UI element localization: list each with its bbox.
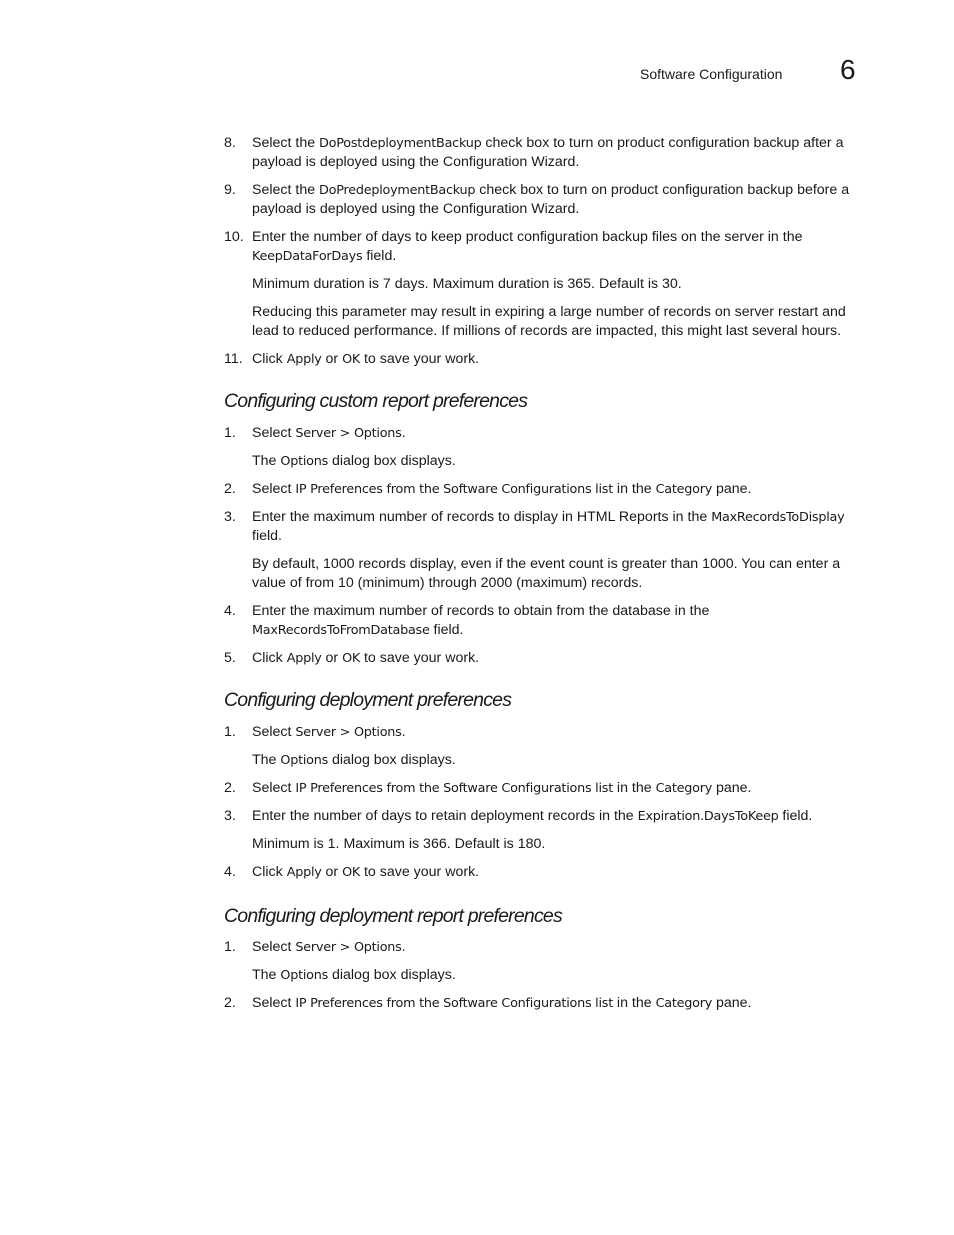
step-text: Click	[252, 864, 287, 880]
header-title: Software Configuration	[640, 66, 783, 82]
step-text: field.	[778, 808, 813, 824]
step-text: field.	[429, 622, 464, 638]
step-number: 2.	[224, 481, 236, 497]
ui-term: OK	[342, 352, 361, 367]
step-text: .	[401, 939, 406, 955]
step-4	[224, 602, 874, 640]
step-text: check box to turn on product configuration backup after a payload is deployed using the Configuration Wizard.	[252, 135, 844, 170]
note-paragraph: By default, 1000 records display, even if the event count is greater than 1000. You can enter a value of from 10 (minimum) through 2000 (maximum) records.	[252, 556, 841, 591]
ui-term: Server > Options	[295, 940, 402, 955]
ui-term: KeepDataForDays	[252, 249, 363, 264]
step-number: 4.	[224, 864, 236, 880]
ui-term: MaxRecordsToFromDatabase	[252, 623, 430, 638]
step-text: check box to turn on product configuration backup before a payload is deployed using the Configuration Wizard.	[252, 182, 850, 217]
step-2	[224, 779, 874, 798]
ui-term: OK	[342, 865, 361, 880]
step-number: 8.	[224, 135, 236, 151]
step-number: 2.	[224, 995, 236, 1011]
step-2	[224, 480, 874, 499]
ui-term: Options	[280, 968, 329, 983]
step-11	[224, 350, 874, 369]
ui-term: DoPredeploymentBackup	[319, 183, 476, 198]
ui-term: IP Preferences from the Software Configurations list	[295, 482, 613, 497]
ui-term: Expiration.DaysToKeep	[637, 809, 779, 824]
step-text: Select the	[252, 135, 320, 151]
ui-term: Category	[655, 781, 713, 796]
step-text: Select	[252, 481, 296, 497]
step-number: 11.	[224, 351, 243, 367]
step-text: dialog box displays.	[328, 967, 456, 983]
ui-term: Apply	[286, 651, 322, 666]
step-text: Enter the maximum number of records to obtain from the database in the	[252, 603, 710, 619]
step-number: 4.	[224, 603, 236, 619]
step-3	[224, 508, 874, 546]
step-number: 3.	[224, 808, 236, 824]
step-text: to save your work.	[360, 351, 480, 367]
step-text: Select	[252, 724, 296, 740]
ui-term: Apply	[286, 865, 322, 880]
step-text: The	[252, 752, 281, 768]
step-text: Select the	[252, 182, 320, 198]
step-1	[224, 424, 874, 443]
section-heading: Configuring custom report preferences	[224, 390, 528, 412]
ui-term: Options	[280, 753, 329, 768]
step-text: or	[321, 650, 343, 666]
step-text: or	[321, 864, 343, 880]
step-number: 1.	[224, 425, 236, 441]
step-text: field.	[362, 248, 397, 264]
step-text: Select	[252, 939, 296, 955]
step-text: field.	[252, 528, 282, 544]
step-number: 1.	[224, 724, 236, 740]
ui-term: Options	[280, 454, 329, 469]
step-text: or	[321, 351, 343, 367]
step-number: 2.	[224, 780, 236, 796]
step-text: to save your work.	[360, 864, 480, 880]
ui-term: IP Preferences from the Software Configurations list	[295, 781, 613, 796]
step-3	[224, 807, 874, 826]
page-content	[224, 134, 874, 1022]
step-number: 3.	[224, 509, 236, 525]
step-text: The	[252, 453, 281, 469]
note-paragraph	[224, 751, 874, 770]
note-paragraph: Minimum is 1. Maximum is 366. Default is 180.	[252, 836, 546, 852]
ui-term: IP Preferences from the Software Configurations list	[295, 996, 613, 1011]
ui-term: Apply	[286, 352, 322, 367]
step-number: 5.	[224, 650, 236, 666]
step-4	[224, 863, 874, 882]
step-1	[224, 938, 874, 957]
step-text: .	[401, 425, 406, 441]
section-heading: Configuring deployment preferences	[224, 689, 512, 711]
ui-term: DoPostdeploymentBackup	[319, 136, 482, 151]
ui-term: MaxRecordsToDisplay	[711, 510, 845, 525]
note-paragraph	[224, 452, 874, 471]
step-text: pane.	[712, 995, 752, 1011]
ui-term: Category	[655, 482, 713, 497]
step-text: dialog box displays.	[328, 752, 456, 768]
chapter-number: 6	[840, 54, 856, 85]
step-number: 1.	[224, 939, 236, 955]
step-1	[224, 723, 874, 742]
ui-term: OK	[342, 651, 361, 666]
step-text: Select	[252, 780, 296, 796]
step-text: Enter the number of days to keep product configuration backup files on the server in the	[252, 229, 803, 245]
ui-term: Server > Options	[295, 725, 402, 740]
step-text: in the	[612, 481, 656, 497]
step-number: 9.	[224, 182, 236, 198]
note-paragraph: Reducing this parameter may result in expiring a large number of records on server restart and lead to reduced performance. If millions of records are impacted, this might last several hours.	[252, 304, 846, 339]
step-10	[224, 228, 874, 266]
step-text: Select	[252, 995, 296, 1011]
step-9	[224, 181, 874, 219]
step-text: Enter the number of days to retain deployment records in the	[252, 808, 638, 824]
step-5	[224, 649, 874, 668]
step-text: The	[252, 967, 281, 983]
section-heading: Configuring deployment report preferences	[224, 905, 562, 927]
note-paragraph	[224, 966, 874, 985]
step-text: in the	[612, 780, 656, 796]
step-2	[224, 994, 874, 1013]
ui-term: Category	[655, 996, 713, 1011]
step-text: pane.	[712, 780, 752, 796]
note-paragraph: Minimum duration is 7 days. Maximum duration is 365. Default is 30.	[252, 276, 682, 292]
step-text: .	[401, 724, 406, 740]
step-text: Enter the maximum number of records to display in HTML Reports in the	[252, 509, 712, 525]
step-text: pane.	[712, 481, 752, 497]
step-text: in the	[612, 995, 656, 1011]
step-text: Select	[252, 425, 296, 441]
step-text: Click	[252, 351, 287, 367]
step-number: 10.	[224, 229, 244, 245]
step-text: dialog box displays.	[328, 453, 456, 469]
step-text: to save your work.	[360, 650, 480, 666]
step-text: Click	[252, 650, 287, 666]
ui-term: Server > Options	[295, 426, 402, 441]
step-8	[224, 134, 874, 172]
